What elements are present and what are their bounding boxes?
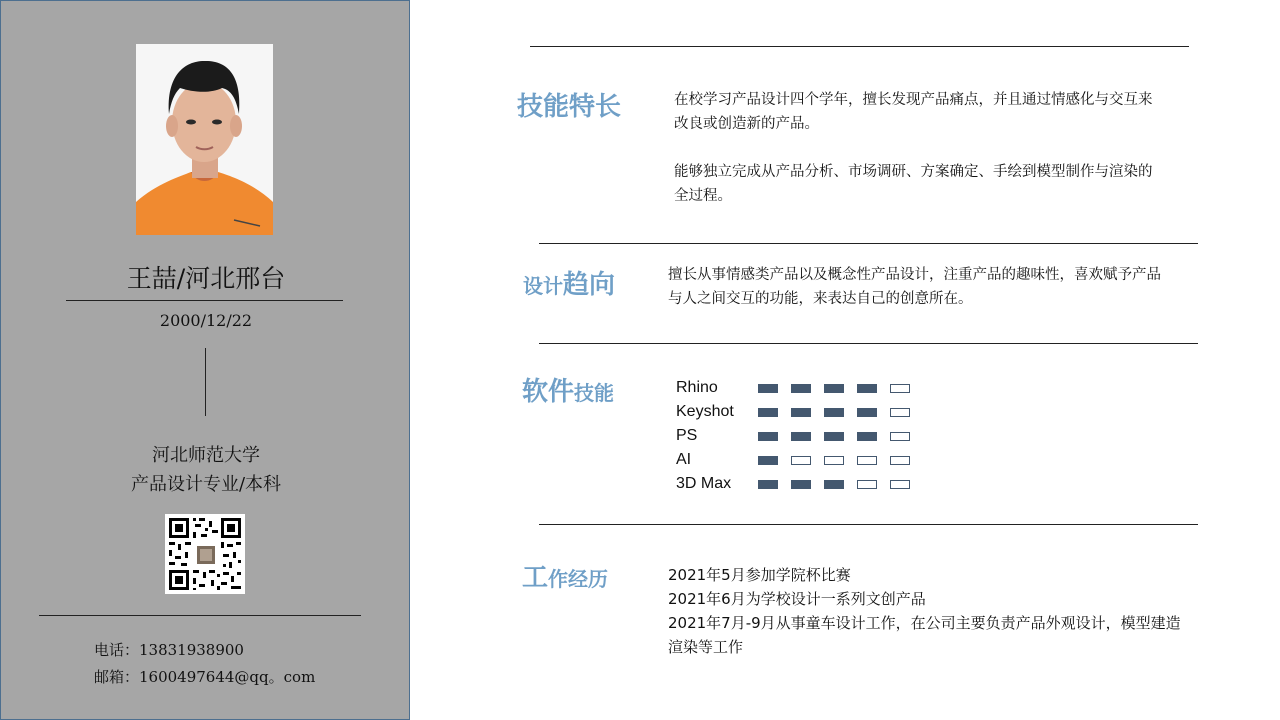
software-name: PS [676, 427, 698, 444]
contact-block [94, 637, 315, 691]
qr-code [165, 514, 245, 594]
skill-bar-filled [758, 432, 778, 441]
software-name: Rhino [676, 379, 718, 396]
skill-bar-filled [857, 384, 877, 393]
skill-bar-empty [890, 384, 910, 393]
skill-bar-filled [758, 384, 778, 393]
email-address: 邮箱：1600497644@qq。com [94, 668, 316, 686]
skill-bar-filled [758, 408, 778, 417]
vertical-divider [205, 348, 206, 416]
software-divider [539, 524, 1198, 525]
profile-name: 王喆/河北邢台 [126, 264, 286, 293]
profile-sidebar [0, 0, 410, 720]
major-degree: 产品设计专业/本科 [130, 474, 282, 495]
software-section-title: 软件技能 [522, 377, 615, 407]
skill-bar-filled [857, 408, 877, 417]
skill-bar-filled [824, 384, 844, 393]
software-skill-row [676, 472, 923, 496]
skill-bar-filled [824, 480, 844, 489]
software-skill-row [676, 424, 923, 448]
skill-bar-empty [890, 432, 910, 441]
skills-paragraph-2: 能够独立完成从产品分析、市场调研、方案确定、手绘到模型制作与渲染的全过程。 [674, 164, 1153, 204]
software-name: 3D Max [676, 475, 732, 492]
profile-photo [136, 44, 273, 235]
contact-divider [39, 615, 361, 616]
software-name: Keyshot [676, 403, 734, 420]
software-skill-row [676, 400, 923, 424]
skills-section-title: 技能特长 [517, 92, 622, 122]
skill-bar-empty [857, 480, 877, 489]
skill-bar-filled [758, 456, 778, 465]
software-name: AI [676, 451, 692, 468]
skill-bar-empty [857, 456, 877, 465]
skill-level-meter [758, 384, 923, 393]
software-skill-row [676, 448, 923, 472]
skill-bar-empty [890, 480, 910, 489]
skill-bar-filled [791, 480, 811, 489]
skill-bar-filled [791, 408, 811, 417]
work-item: 2021年7月-9月从事童车设计工作，在公司主要负责产品外观设计，模型建造渲染等工作 [668, 614, 1181, 656]
skill-level-meter [758, 480, 923, 489]
direction-paragraph: 擅长从事情感类产品以及概念性产品设计，注重产品的趣味性，喜欢赋予产品与人之间交互的功能，来表达自己的创意所在。 [668, 267, 1161, 307]
work-item: 2021年6月为学校设计一系列文创产品 [668, 590, 926, 608]
direction-divider [539, 343, 1198, 344]
skills-paragraph-1: 在校学习产品设计四个学年，擅长发现产品痛点，并且通过情感化与交互来改良或创造新的产品。 [674, 92, 1153, 132]
top-divider [530, 46, 1189, 47]
phone-number: 电话：13831938900 [94, 641, 244, 659]
software-skill-list [676, 376, 923, 496]
work-experience-list [668, 563, 1188, 659]
skill-bar-empty [791, 456, 811, 465]
skills-divider [539, 243, 1198, 244]
work-section-title: 工作经历 [522, 563, 609, 593]
skill-level-meter [758, 408, 923, 417]
skill-bar-filled [791, 384, 811, 393]
skill-bar-filled [791, 432, 811, 441]
skill-level-meter [758, 432, 923, 441]
skill-bar-filled [857, 432, 877, 441]
skill-bar-empty [890, 456, 910, 465]
skill-bar-empty [824, 456, 844, 465]
education-block [1, 441, 411, 499]
direction-section-title: 设计趋向 [523, 270, 616, 300]
work-item: 2021年5月参加学院杯比赛 [668, 566, 851, 584]
skill-bar-filled [758, 480, 778, 489]
profile-dob: 2000/12/22 [159, 311, 253, 330]
skill-bar-filled [824, 408, 844, 417]
skill-level-meter [758, 456, 923, 465]
skill-bar-filled [824, 432, 844, 441]
name-divider [66, 300, 343, 301]
software-skill-row [676, 376, 923, 400]
school-name: 河北师范大学 [152, 445, 260, 466]
skill-bar-empty [890, 408, 910, 417]
